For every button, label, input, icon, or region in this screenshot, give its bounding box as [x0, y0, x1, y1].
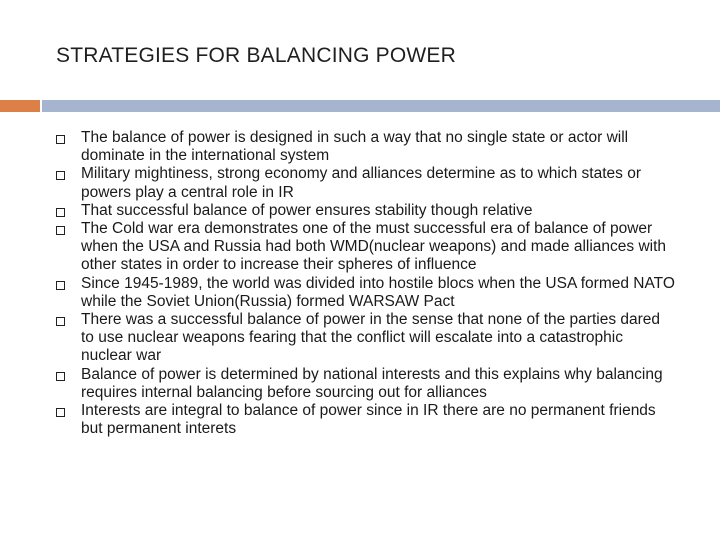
- slide-title: STRATEGIES FOR BALANCING POWER: [56, 44, 456, 67]
- hollow-square-bullet-icon: [56, 171, 65, 180]
- hollow-square-bullet-icon: [56, 372, 65, 381]
- bullet-text: The Cold war era demonstrates one of the must successful era of balance of power when the USA and Russia had both WMD(nuclear weapons) and made alliances with other states in order to increase their spheres of influence: [81, 220, 667, 274]
- bullet-item: [56, 129, 676, 165]
- bullet-item: [56, 402, 676, 438]
- bullet-item: [56, 275, 676, 311]
- bullet-item: [56, 366, 676, 402]
- hollow-square-bullet-icon: [56, 317, 65, 326]
- bullet-text: Since 1945-1989, the world was divided into hostile blocs when the USA formed NATO while the Soviet Union(Russia) formed WARSAW Pact: [81, 274, 675, 310]
- bullet-text: That successful balance of power ensures stability though relative: [81, 201, 533, 219]
- hollow-square-bullet-icon: [56, 135, 65, 144]
- bullet-text: The balance of power is designed in such a way that no single state or actor will dominate in the international system: [81, 129, 629, 165]
- hollow-square-bullet-icon: [56, 281, 65, 290]
- bullet-item: [56, 202, 676, 220]
- bullet-item: [56, 311, 676, 366]
- accent-bar-orange: [0, 100, 40, 112]
- bullet-text: Interests are integral to balance of power since in IR there are no permanent friends but permanent interets: [81, 402, 656, 438]
- hollow-square-bullet-icon: [56, 408, 65, 417]
- hollow-square-bullet-icon: [56, 208, 65, 217]
- bullet-list: [56, 129, 676, 438]
- bullet-text: Balance of power is determined by national interests and this explains why balancing requires internal balancing before sourcing out for alliances: [81, 365, 663, 401]
- bullet-text: There was a successful balance of power in the sense that none of the parties dared to use nuclear weapons fearing that the conflict will escalate into a catastrophic nuclear war: [81, 311, 661, 365]
- bullet-item: [56, 165, 676, 201]
- accent-bar-blue: [42, 100, 720, 112]
- hollow-square-bullet-icon: [56, 226, 65, 235]
- bullet-text: Military mightiness, strong economy and alliances determine as to which states or powers play a central role in IR: [81, 165, 641, 201]
- bullet-item: [56, 220, 676, 275]
